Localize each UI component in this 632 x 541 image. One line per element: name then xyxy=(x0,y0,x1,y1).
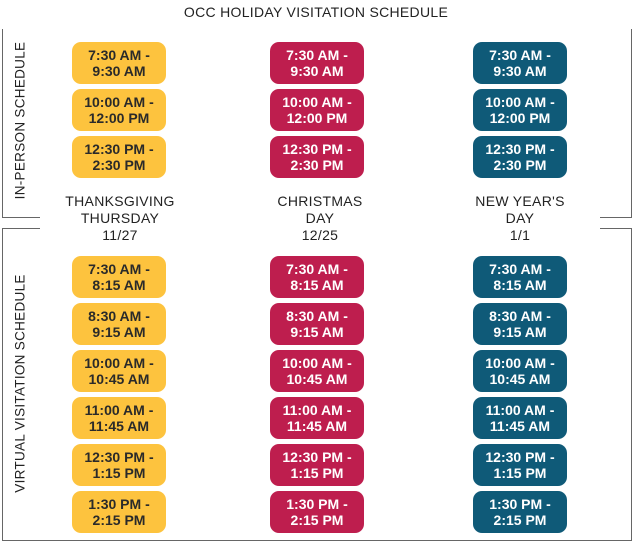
slot-start-time: 11:00 AM - xyxy=(84,402,154,418)
slot-start-time: 10:00 AM - xyxy=(84,355,154,371)
slot-start-time: 7:30 AM - xyxy=(489,47,551,63)
slot-start-time: 10:00 AM - xyxy=(485,355,555,371)
day-name: DAY xyxy=(505,210,535,226)
slot-end-time: 11:45 AM xyxy=(286,418,348,434)
virtual-slot-thanksgiving xyxy=(72,350,166,392)
slot-start-time: 10:00 AM - xyxy=(282,94,352,110)
in-person-slot-new-years xyxy=(473,42,567,84)
day-date: 11/27 xyxy=(102,227,138,243)
virtual-slot-christmas xyxy=(270,491,364,533)
slot-end-time: 1:15 PM xyxy=(92,465,146,481)
slot-end-time: 11:45 AM xyxy=(489,418,551,434)
virtual-slot-new-years xyxy=(473,350,567,392)
virtual-slot-thanksgiving xyxy=(72,491,166,533)
slot-start-time: 12:30 PM - xyxy=(84,141,154,157)
day-header-new-years xyxy=(445,193,595,244)
slot-start-time: 7:30 AM - xyxy=(489,261,551,277)
slot-end-time: 2:30 PM xyxy=(290,157,344,173)
slot-start-time: 11:00 AM - xyxy=(485,402,555,418)
slot-end-time: 2:15 PM xyxy=(493,512,547,528)
slot-end-time: 10:45 AM xyxy=(489,371,551,387)
in-person-slot-new-years xyxy=(473,89,567,131)
in-person-slot-thanksgiving xyxy=(72,136,166,178)
virtual-slot-thanksgiving xyxy=(72,397,166,439)
in-person-slot-christmas xyxy=(270,42,364,84)
in-person-slot-christmas xyxy=(270,136,364,178)
slot-start-time: 1:30 PM - xyxy=(286,496,348,512)
slot-start-time: 12:30 PM - xyxy=(84,449,154,465)
virtual-slot-new-years xyxy=(473,444,567,486)
slot-end-time: 9:15 AM xyxy=(92,324,146,340)
virtual-slot-christmas xyxy=(270,397,364,439)
in-person-slot-thanksgiving xyxy=(72,42,166,84)
slot-end-time: 11:45 AM xyxy=(88,418,150,434)
day-name: DAY xyxy=(305,210,335,226)
slot-start-time: 10:00 AM - xyxy=(84,94,154,110)
virtual-slot-thanksgiving xyxy=(72,256,166,298)
in-person-slot-new-years xyxy=(473,136,567,178)
slot-end-time: 12:00 PM xyxy=(88,110,150,126)
virtual-schedule-label: VIRTUAL VISITATION SCHEDULE xyxy=(12,274,28,493)
slot-end-time: 12:00 PM xyxy=(489,110,551,126)
slot-start-time: 12:30 PM - xyxy=(282,449,352,465)
slot-start-time: 12:30 PM - xyxy=(282,141,352,157)
slot-end-time: 10:45 AM xyxy=(286,371,348,387)
day-header-thanksgiving xyxy=(45,193,195,244)
virtual-slot-christmas xyxy=(270,303,364,345)
day-date: 12/25 xyxy=(301,227,339,243)
slot-end-time: 1:15 PM xyxy=(493,465,547,481)
virtual-slot-christmas xyxy=(270,350,364,392)
virtual-slot-new-years xyxy=(473,397,567,439)
slot-start-time: 8:30 AM - xyxy=(88,308,150,324)
slot-start-time: 1:30 PM - xyxy=(88,496,150,512)
virtual-slot-new-years xyxy=(473,491,567,533)
slot-start-time: 8:30 AM - xyxy=(286,308,348,324)
slot-end-time: 9:15 AM xyxy=(290,324,344,340)
day-name: THURSDAY xyxy=(80,210,160,226)
slot-end-time: 8:15 AM xyxy=(493,277,547,293)
slot-start-time: 12:30 PM - xyxy=(485,449,555,465)
slot-start-time: 7:30 AM - xyxy=(286,261,348,277)
page-title: OCC HOLIDAY VISITATION SCHEDULE xyxy=(183,4,449,20)
virtual-slot-christmas xyxy=(270,256,364,298)
slot-end-time: 9:15 AM xyxy=(493,324,547,340)
slot-end-time: 10:45 AM xyxy=(88,371,150,387)
virtual-slot-thanksgiving xyxy=(72,444,166,486)
slot-end-time: 9:30 AM xyxy=(92,63,146,79)
slot-end-time: 2:30 PM xyxy=(493,157,547,173)
slot-start-time: 10:00 AM - xyxy=(485,94,555,110)
virtual-slot-new-years xyxy=(473,303,567,345)
day-date: 1/1 xyxy=(509,227,531,243)
slot-end-time: 9:30 AM xyxy=(493,63,547,79)
slot-end-time: 12:00 PM xyxy=(286,110,348,126)
slot-end-time: 2:15 PM xyxy=(290,512,344,528)
virtual-slot-christmas xyxy=(270,444,364,486)
slot-end-time: 2:15 PM xyxy=(92,512,146,528)
slot-start-time: 7:30 AM - xyxy=(88,47,150,63)
slot-end-time: 9:30 AM xyxy=(290,63,344,79)
day-header-christmas xyxy=(245,193,395,244)
slot-start-time: 11:00 AM - xyxy=(282,402,352,418)
day-name: CHRISTMAS xyxy=(277,193,363,209)
in-person-slot-thanksgiving xyxy=(72,89,166,131)
slot-end-time: 8:15 AM xyxy=(290,277,344,293)
slot-start-time: 7:30 AM - xyxy=(88,261,150,277)
slot-end-time: 8:15 AM xyxy=(92,277,146,293)
slot-end-time: 2:30 PM xyxy=(92,157,146,173)
slot-start-time: 8:30 AM - xyxy=(489,308,551,324)
in-person-slot-christmas xyxy=(270,89,364,131)
slot-start-time: 10:00 AM - xyxy=(282,355,352,371)
slot-start-time: 12:30 PM - xyxy=(485,141,555,157)
slot-end-time: 1:15 PM xyxy=(290,465,344,481)
virtual-slot-thanksgiving xyxy=(72,303,166,345)
slot-start-time: 1:30 PM - xyxy=(489,496,551,512)
in-person-schedule-label: IN-PERSON SCHEDULE xyxy=(12,41,28,200)
slot-start-time: 7:30 AM - xyxy=(286,47,348,63)
virtual-slot-new-years xyxy=(473,256,567,298)
day-name: THANKSGIVING xyxy=(65,193,175,209)
day-name: NEW YEAR'S xyxy=(475,193,565,209)
